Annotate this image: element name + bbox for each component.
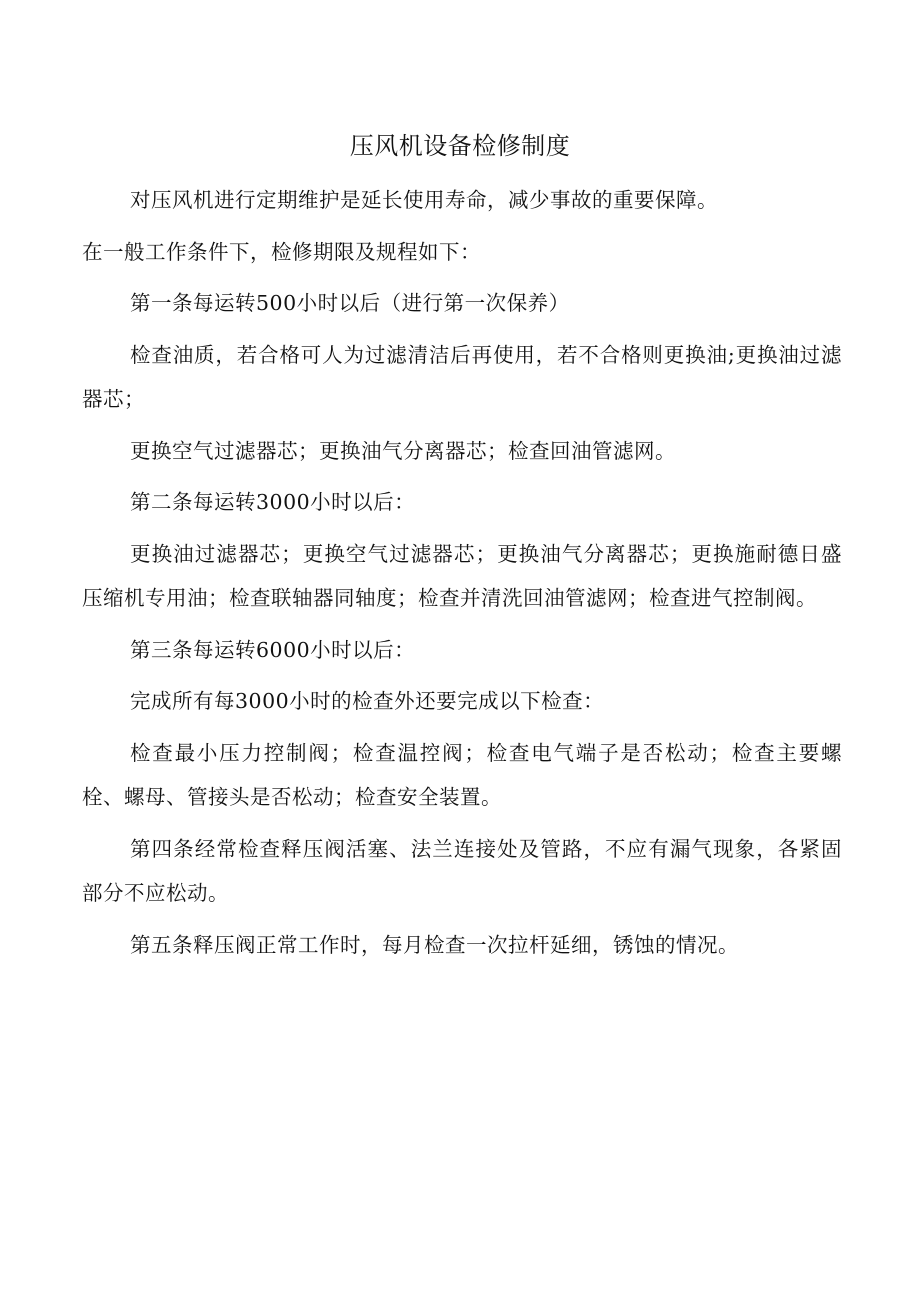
document-title: 压风机设备检修制度 bbox=[349, 132, 571, 160]
article-3-item-1: 完成所有每3000小时的检查外还要完成以下检查： bbox=[130, 689, 605, 713]
article-3-item-2: 检查最小压力控制阀；检查温控阀；检查电气端子是否松动；检查主要螺栓、螺母、管接头是否松动；检查安全装置。 bbox=[82, 740, 842, 809]
article-1-item-2: 更换空气过滤器芯；更换油气分离器芯；检查回油管滤网。 bbox=[130, 438, 676, 463]
article-1-heading: 第一条每运转500小时以后（进行第一次保养） bbox=[130, 291, 570, 315]
article-5-paragraph: 第五条释压阀正常工作时，每月检查一次拉杆延细，锈蚀的情况。 bbox=[130, 932, 739, 957]
article-3-heading: 第三条每运转6000小时以后： bbox=[130, 637, 416, 662]
article-2-heading: 第二条每运转3000小时以后： bbox=[130, 490, 416, 514]
article-1-item-1: 检查油质，若合格可人为过滤清洁后再使用，若不合格则更换油;更换油过滤器芯； bbox=[82, 342, 842, 411]
article-4-paragraph: 第四条经常检查释压阀活塞、法兰连接处及管路，不应有漏气现象，各紧固部分不应松动。 bbox=[82, 836, 842, 905]
conditions-paragraph: 在一般工作条件下，检修期限及规程如下： bbox=[82, 239, 481, 264]
article-2-item-1: 更换油过滤器芯；更换空气过滤器芯；更换油气分离器芯；更换施耐德日盛压缩机专用油；检查联轴器同轴度；检查并清洗回油管滤网；检查进气控制阀。 bbox=[82, 541, 842, 610]
document-body bbox=[82, 178, 842, 974]
intro-paragraph: 对压风机进行定期维护是延长使用寿命，减少事故的重要保障。 bbox=[130, 188, 718, 212]
